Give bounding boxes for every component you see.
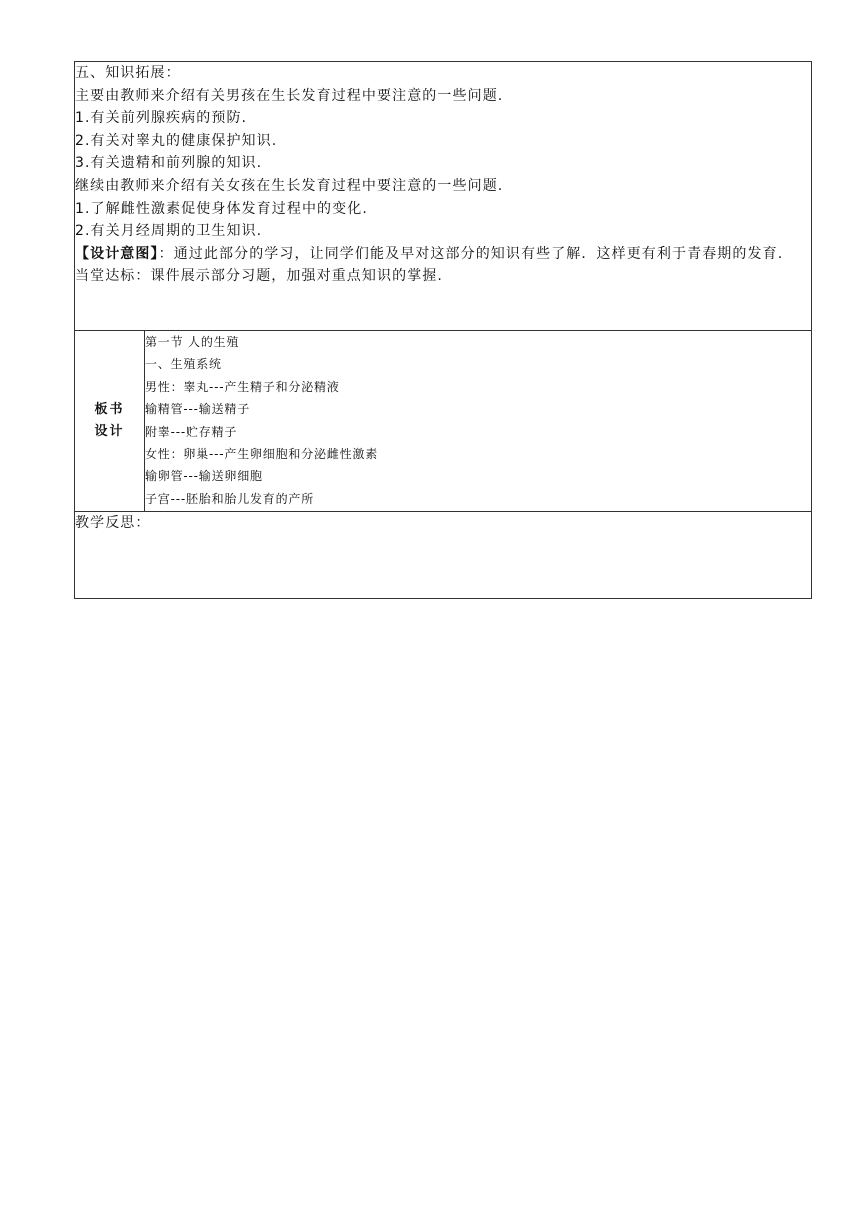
- board-content-cell: [145, 331, 812, 512]
- extension-cell: [75, 62, 812, 331]
- extension-line: 2.有关月经周期的卫生知识.: [75, 223, 263, 240]
- board-line: 附睾---贮存精子: [145, 424, 238, 439]
- lesson-plan-table: [74, 61, 812, 599]
- extension-line: 2.有关对睾丸的健康保护知识.: [75, 132, 278, 149]
- board-label-line: 设计: [94, 424, 125, 439]
- extension-line: 主要由教师来介绍有关男孩在生长发育过程中要注意的一些问题.: [75, 87, 504, 104]
- extension-line: 1.了解雌性激素促使身体发育过程中的变化.: [75, 200, 368, 217]
- extension-row: [75, 62, 812, 331]
- board-line: 输卵管---输送卵细胞: [145, 469, 263, 484]
- extension-line: 3.有关遗精和前列腺的知识.: [75, 155, 263, 172]
- practice-line: 当堂达标：课件展示部分习题，加强对重点知识的掌握.: [75, 268, 443, 285]
- extension-line: 继续由教师来介绍有关女孩在生长发育过程中要注意的一些问题.: [75, 177, 504, 194]
- board-design-row: [75, 331, 812, 512]
- board-line: 男性：睾丸---产生精子和分泌精液: [145, 379, 340, 394]
- board-line: 女性：卵巢---产生卵细胞和分泌雌性激素: [145, 447, 378, 462]
- board-line: 子宫---胚胎和胎儿发育的产所: [145, 491, 314, 506]
- board-line: 输精管---输送精子: [145, 402, 250, 417]
- design-intent: [75, 243, 811, 266]
- board-line: 一、生殖系统: [145, 357, 222, 372]
- reflection-label: 教学反思：: [75, 515, 151, 531]
- board-line: 第一节 人的生殖: [145, 335, 240, 349]
- reflection-cell: [75, 512, 812, 599]
- extension-line: 1.有关前列腺疾病的预防.: [75, 110, 248, 127]
- extension-heading: 五、知识拓展：: [75, 65, 181, 81]
- design-intent-label: 【设计意图】: [75, 245, 159, 262]
- design-intent-text: ：通过此部分的学习，让同学们能及早对这部分的知识有些了解．这样更有利于青春期的发育.: [158, 245, 784, 262]
- board-label-line: 板书: [94, 402, 125, 417]
- board-label-cell: [75, 331, 145, 512]
- reflection-row: [75, 512, 812, 599]
